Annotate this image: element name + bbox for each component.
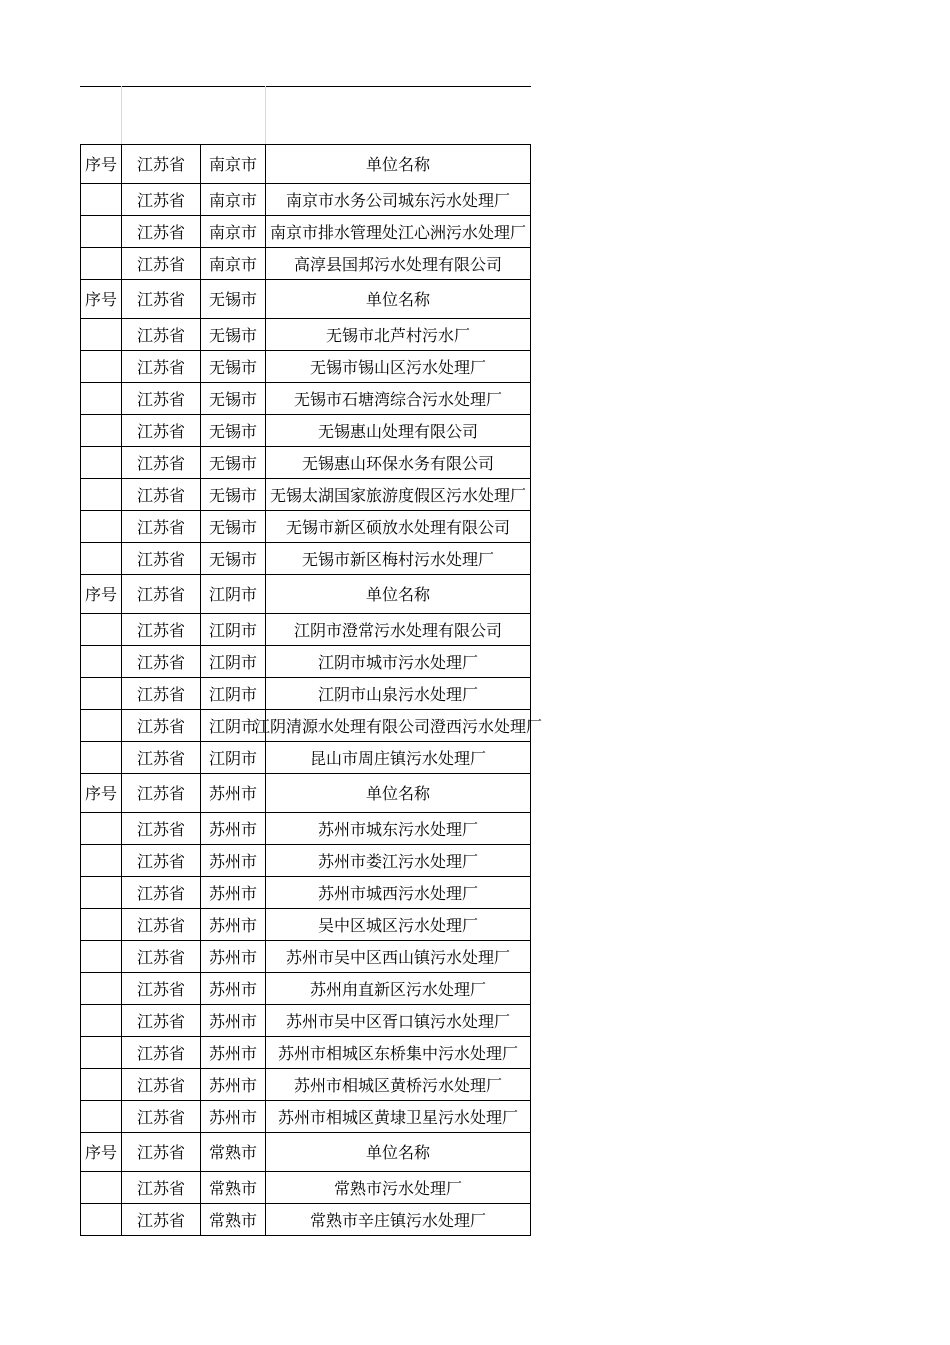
cell-name: 无锡市锡山区污水处理厂 (309, 357, 486, 377)
cell-seq (81, 350, 121, 382)
cell-name: 无锡惠山处理有限公司 (317, 421, 478, 441)
cell-province: 江苏省 (136, 357, 185, 377)
header-cell-name: 单位名称 (365, 1143, 430, 1162)
cell-city: 南京市 (208, 222, 257, 242)
cell-province: 江苏省 (136, 389, 185, 409)
cell-name: 高淳县国邦污水处理有限公司 (293, 254, 502, 274)
cell-city: 常熟市 (208, 1210, 257, 1230)
header-cell-city: 无锡市 (208, 290, 257, 309)
cell-seq (81, 542, 121, 574)
cell-province: 江苏省 (136, 1011, 185, 1031)
cell-seq (81, 382, 121, 414)
cell-city: 南京市 (208, 190, 257, 210)
header-cell-name: 单位名称 (365, 784, 430, 803)
cell-seq (81, 876, 121, 908)
cell-province: 江苏省 (136, 485, 185, 505)
cell-seq (81, 1068, 121, 1100)
cell-province: 江苏省 (136, 716, 185, 736)
cell-seq (81, 478, 121, 510)
cell-city: 常熟市 (208, 1178, 257, 1198)
column-border-3 (265, 144, 266, 1236)
cell-name: 南京市水务公司城东污水处理厂 (285, 190, 510, 210)
cell-city: 苏州市 (208, 915, 257, 935)
cell-name: 苏州市相城区黄埭卫星污水处理厂 (277, 1107, 518, 1127)
cell-city: 无锡市 (208, 389, 257, 409)
cell-city: 无锡市 (208, 325, 257, 345)
cell-name: 苏州市城东污水处理厂 (317, 819, 478, 839)
cell-province: 江苏省 (136, 819, 185, 839)
cell-city: 无锡市 (208, 421, 257, 441)
cell-seq (81, 1004, 121, 1036)
header-cell-city: 南京市 (208, 155, 257, 174)
cell-province: 江苏省 (136, 254, 185, 274)
cell-province: 江苏省 (136, 1107, 185, 1127)
cell-seq (81, 645, 121, 677)
cell-city: 苏州市 (208, 851, 257, 871)
header-cell-name: 单位名称 (365, 155, 430, 174)
cell-city: 苏州市 (208, 1043, 257, 1063)
cell-name: 南京市排水管理处江心洲污水处理厂 (269, 222, 526, 242)
cell-name: 苏州市相城区东桥集中污水处理厂 (277, 1043, 518, 1063)
cell-province: 江苏省 (136, 549, 185, 569)
cell-city: 无锡市 (208, 517, 257, 537)
cell-province: 江苏省 (136, 851, 185, 871)
header-cell-province: 江苏省 (136, 155, 185, 174)
cell-province: 江苏省 (136, 453, 185, 473)
header-cell-city: 苏州市 (208, 784, 257, 803)
cell-name: 苏州市娄江污水处理厂 (317, 851, 478, 871)
cell-seq (81, 677, 121, 709)
cell-name: 江阴清源水处理有限公司澄西污水处理厂 (254, 716, 543, 736)
cell-name: 江阴市山泉污水处理厂 (317, 684, 478, 704)
cell-city: 江阴市 (208, 684, 257, 704)
cell-province: 江苏省 (136, 325, 185, 345)
column-border-0 (80, 144, 81, 1236)
row-border (80, 1235, 531, 1236)
cell-name: 无锡太湖国家旅游度假区污水处理厂 (269, 485, 526, 505)
cell-name: 苏州甪直新区污水处理厂 (309, 979, 486, 999)
cell-name: 无锡市新区硕放水处理有限公司 (285, 517, 510, 537)
cell-seq (81, 1036, 121, 1068)
column-border-4 (530, 144, 531, 1236)
cell-name: 苏州市吴中区胥口镇污水处理厂 (285, 1011, 510, 1031)
cell-province: 江苏省 (136, 190, 185, 210)
cell-city: 苏州市 (208, 819, 257, 839)
cell-name: 江阴市城市污水处理厂 (317, 652, 478, 672)
cell-seq (81, 1203, 121, 1235)
cell-city: 苏州市 (208, 1107, 257, 1127)
cell-seq (81, 1171, 121, 1203)
cell-city: 无锡市 (208, 485, 257, 505)
header-cell-province: 江苏省 (136, 1143, 185, 1162)
cell-city: 江阴市 (208, 620, 257, 640)
header-cell-seq: 序号 (84, 585, 117, 604)
cell-seq (81, 183, 121, 215)
cell-name: 无锡市北芦村污水厂 (325, 325, 470, 345)
cell-city: 苏州市 (208, 883, 257, 903)
header-cell-name: 单位名称 (365, 585, 430, 604)
cell-name: 无锡惠山环保水务有限公司 (301, 453, 494, 473)
cell-name: 无锡市新区梅村污水处理厂 (301, 549, 494, 569)
header-cell-province: 江苏省 (136, 585, 185, 604)
header-cell-seq: 序号 (84, 155, 117, 174)
cell-seq (81, 844, 121, 876)
cell-province: 江苏省 (136, 979, 185, 999)
cell-city: 无锡市 (208, 453, 257, 473)
gridline-col-1 (121, 86, 122, 144)
header-cell-seq: 序号 (84, 290, 117, 309)
gridline-col-3 (265, 86, 266, 144)
cell-province: 江苏省 (136, 1075, 185, 1095)
cell-province: 江苏省 (136, 1210, 185, 1230)
cell-seq (81, 1100, 121, 1132)
cell-seq (81, 247, 121, 279)
cell-city: 苏州市 (208, 1011, 257, 1031)
cell-seq (81, 940, 121, 972)
cell-seq (81, 709, 121, 741)
cell-seq (81, 908, 121, 940)
header-cell-seq: 序号 (84, 1143, 117, 1162)
cell-city: 江阴市 (208, 652, 257, 672)
cell-name: 无锡市石塘湾综合污水处理厂 (293, 389, 502, 409)
cell-city: 江阴市 (208, 748, 257, 768)
cell-city: 苏州市 (208, 979, 257, 999)
cell-name: 江阴市澄常污水处理有限公司 (293, 620, 502, 640)
cell-province: 江苏省 (136, 1178, 185, 1198)
cell-province: 江苏省 (136, 1043, 185, 1063)
header-cell-seq: 序号 (84, 784, 117, 803)
cell-city: 无锡市 (208, 357, 257, 377)
header-cell-province: 江苏省 (136, 784, 185, 803)
cell-province: 江苏省 (136, 748, 185, 768)
header-cell-province: 江苏省 (136, 290, 185, 309)
cell-name: 苏州市吴中区西山镇污水处理厂 (285, 947, 510, 967)
cell-seq (81, 446, 121, 478)
cell-city: 苏州市 (208, 947, 257, 967)
cell-city: 南京市 (208, 254, 257, 274)
cell-province: 江苏省 (136, 222, 185, 242)
cell-seq (81, 812, 121, 844)
header-cell-name: 单位名称 (365, 290, 430, 309)
cell-seq (81, 215, 121, 247)
cell-name: 常熟市辛庄镇污水处理厂 (309, 1210, 486, 1230)
cell-name: 苏州市城西污水处理厂 (317, 883, 478, 903)
cell-city: 江阴市 (208, 716, 257, 736)
cell-city: 苏州市 (208, 1075, 257, 1095)
cell-province: 江苏省 (136, 915, 185, 935)
cell-province: 江苏省 (136, 883, 185, 903)
cell-province: 江苏省 (136, 652, 185, 672)
cell-province: 江苏省 (136, 947, 185, 967)
cell-name: 昆山市周庄镇污水处理厂 (309, 748, 486, 768)
cell-seq (81, 414, 121, 446)
column-border-1 (121, 144, 122, 1236)
cell-seq (81, 741, 121, 773)
cell-name: 吴中区城区污水处理厂 (317, 915, 478, 935)
cell-seq (81, 972, 121, 1004)
cell-name: 常熟市污水处理厂 (333, 1178, 462, 1198)
cell-city: 无锡市 (208, 549, 257, 569)
cell-province: 江苏省 (136, 517, 185, 537)
cell-province: 江苏省 (136, 684, 185, 704)
cell-name: 苏州市相城区黄桥污水处理厂 (293, 1075, 502, 1095)
cell-province: 江苏省 (136, 620, 185, 640)
cell-seq (81, 613, 121, 645)
cell-seq (81, 318, 121, 350)
cell-province: 江苏省 (136, 421, 185, 441)
top-rule (80, 86, 531, 87)
cell-seq (81, 510, 121, 542)
header-cell-city: 江阴市 (208, 585, 257, 604)
header-cell-city: 常熟市 (208, 1143, 257, 1162)
column-border-2 (200, 144, 201, 1236)
